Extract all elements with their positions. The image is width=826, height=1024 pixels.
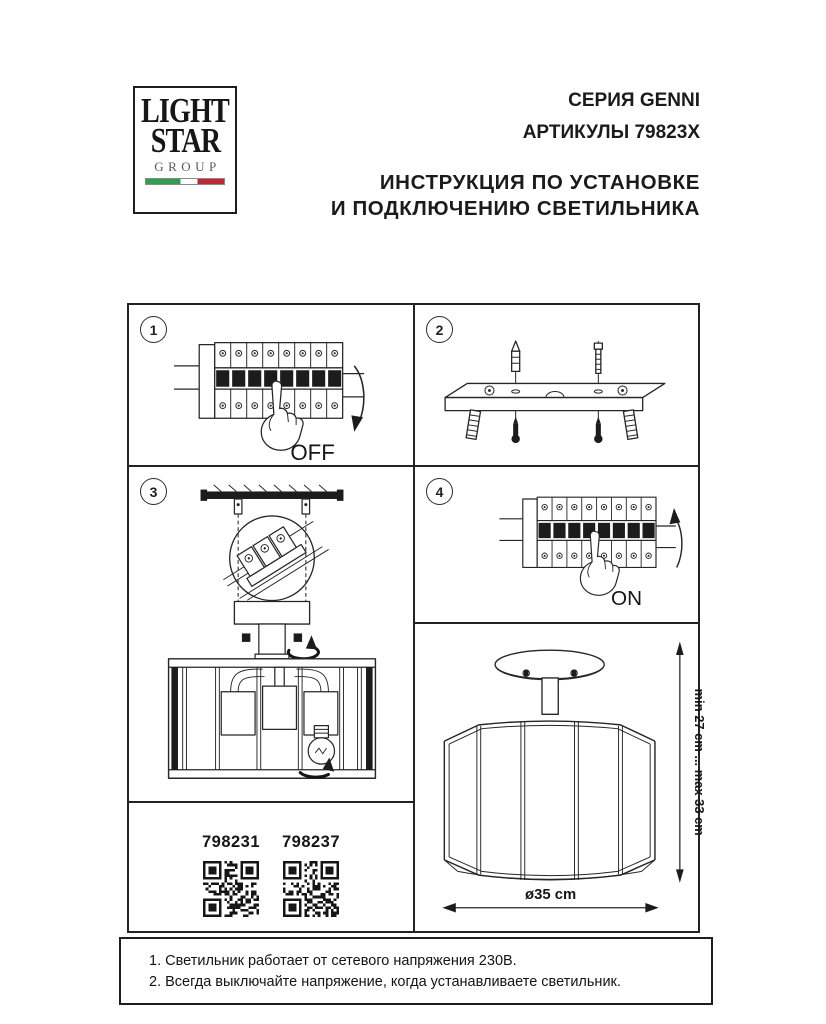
note-line-2: 2. Всегда выключайте напряжение, когда устанавливаете светильник. (149, 974, 621, 990)
series-title: СЕРИЯ GENNI (568, 90, 700, 111)
step-4-panel (415, 467, 698, 624)
note-line-1: 1. Светильник работает от сетевого напряжения 230В. (149, 953, 517, 969)
qr-item (279, 833, 343, 917)
step-2-panel (415, 305, 698, 467)
off-label: OFF (290, 439, 335, 465)
grid-left-column (129, 305, 415, 931)
articles-title: АРТИКУЛЫ 79823X (522, 122, 700, 143)
on-label: ON (611, 587, 643, 611)
qr-item (199, 833, 263, 917)
grid-right-column (415, 305, 708, 931)
step-1-panel (129, 305, 413, 467)
step-1-badge: 1 (140, 316, 167, 343)
step-2-badge: 2 (426, 316, 453, 343)
lightstar-logo (133, 86, 237, 214)
header (331, 85, 700, 222)
lamp-dimensions-illustration (425, 632, 708, 924)
qr-code-icon (203, 861, 259, 917)
qr-code-icon (283, 861, 339, 917)
step-4-badge: 4 (426, 478, 453, 505)
qr-article-number: 798231 (201, 833, 261, 851)
diameter-dimension-label: ø35 cm (525, 887, 577, 904)
qr-article-number: 798237 (281, 833, 341, 851)
steps-grid (127, 303, 708, 933)
breaker-on-illustration (467, 481, 701, 616)
breaker-off-illustration (143, 321, 395, 467)
step-3-badge: 3 (140, 478, 167, 505)
height-dimension-label: min 27 cm ... max 33 cm (692, 688, 708, 836)
logo-word-star: STAR (150, 120, 220, 160)
instruction-title-line1: ИНСТРУКЦИЯ ПО УСТАНОВКЕ (379, 171, 700, 194)
italian-flag-bar (145, 178, 225, 185)
instruction-title-line2: И ПОДКЛЮЧЕНИЮ СВЕТИЛЬНИКА (330, 197, 700, 220)
logo-word-light: LIGHT (141, 90, 229, 130)
dimensions-panel (415, 624, 708, 931)
mounting-plate-illustration (431, 333, 683, 449)
articles-qr-panel (129, 803, 413, 931)
fixture-assembly-illustration (159, 483, 385, 782)
step-3-panel (129, 467, 413, 803)
logo-word-group: GROUP (154, 159, 221, 174)
safety-notes (119, 937, 713, 1005)
